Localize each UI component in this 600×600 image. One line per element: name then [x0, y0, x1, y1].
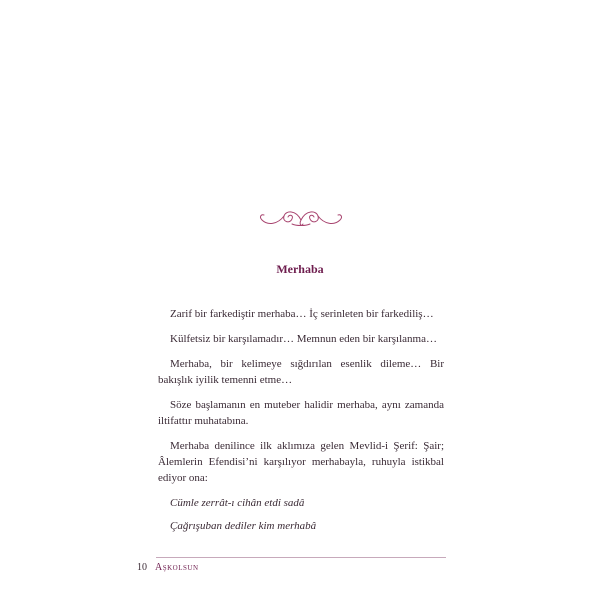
footer-divider [156, 557, 446, 558]
ornament-flourish-icon [256, 204, 346, 232]
paragraph: Merhaba denilince ilk aklımıza gelen Mevlid-i Şerif: Şair; Âlemlerin Efendisi’ni karşılıyor merhabayla, ruhuyla istikbal ediyor ona: [158, 440, 444, 484]
verse-line: Cümle zerrât-ı cihân etdi sadâ [170, 497, 305, 509]
paragraph: Merhaba, bir kelimeye sığdırılan esenlik dileme… Bir bakışlık iyilik temenni etme… [158, 358, 444, 386]
paragraph: Söze başlamanın en muteber halidir merhaba, aynı zamanda iltifattır muhatabına. [158, 399, 444, 427]
chapter-title: Merhaba [276, 262, 324, 276]
verse-line: Çağrışuban dediler kim merhabâ [170, 520, 317, 532]
page-number: 10 [137, 562, 147, 573]
paragraph: Külfetsiz bir karşılamadır… Memnun eden bir karşılanma… [170, 333, 437, 345]
body-text [158, 306, 444, 541]
running-head: Aşkolsun [155, 562, 199, 573]
paragraph: Zarif bir farkediştir merhaba… İç serinleten bir farkediliş… [170, 308, 434, 320]
